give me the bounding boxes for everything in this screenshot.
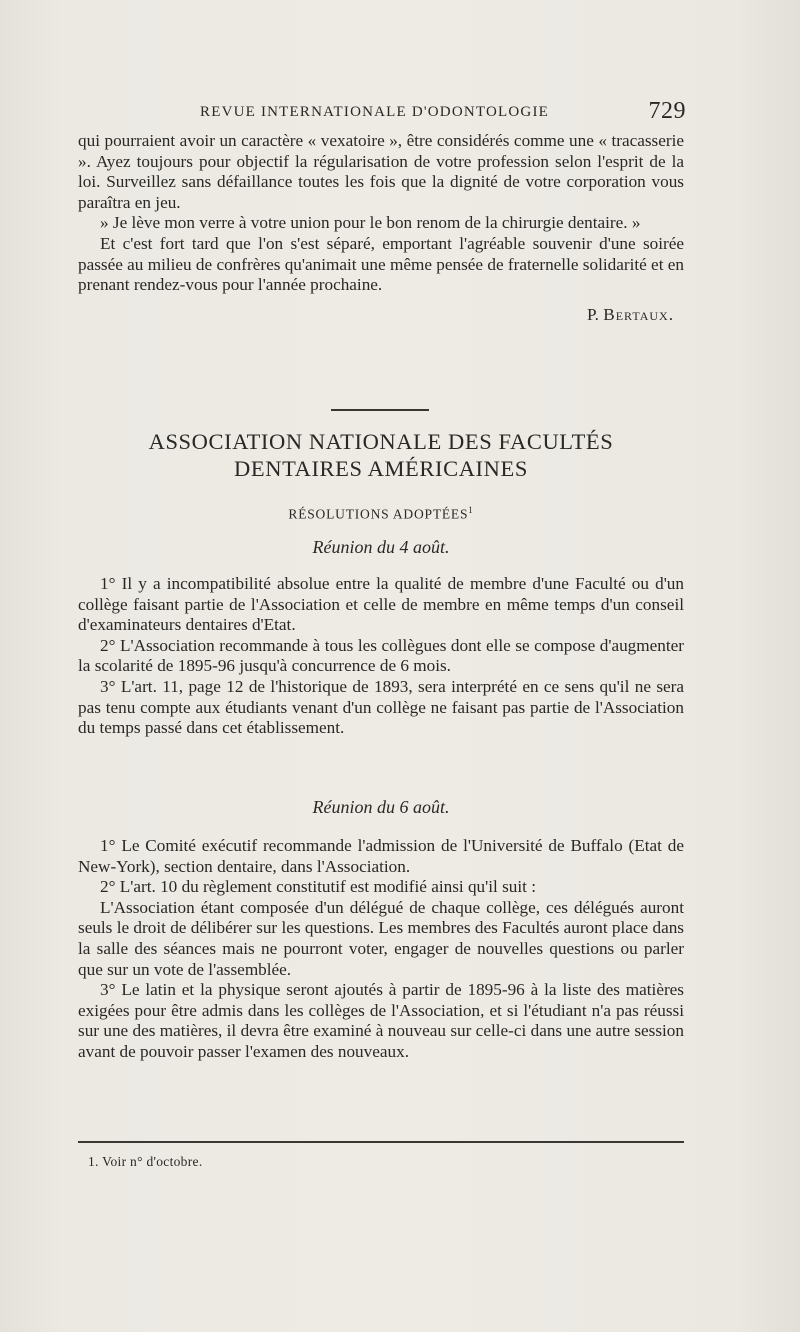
article-title-line-2: DENTAIRES AMÉRICAINES [234, 456, 528, 481]
article-title [78, 428, 684, 482]
intro-section [78, 131, 684, 325]
footnote: 1. Voir n° d'octobre. [88, 1154, 203, 1169]
meeting-1-section [78, 574, 684, 739]
resolution-2-2: 2° L'art. 10 du règlement constitutif est modifié ainsi qu'il suit : [100, 877, 536, 897]
resolution-2-3: 3° Le latin et la physique seront ajoutés à partir de 1895-96 à la liste des matières exigées pour être admis dans les collèges de l'Association, et si l'étudiant n'a pas réussi sur une des matières, il devra être examiné à nouveau sur celle-ci dans une autre session avant de pouvoir passer l'examen des nouveaux. [78, 980, 684, 1061]
meeting-2-section [78, 836, 684, 1063]
running-header [78, 98, 684, 124]
resolution-2-2-text: L'Association étant composée d'un délégué de chaque collège, ces délégués auront seuls le droit de délibérer sur les questions. Les membres des Facultés auront place dans la salle des séances mais ne pourront voter, engager de nouvelles questions ou parler que sur un vote de l'assemblée. [78, 897, 684, 979]
footnote-mark: 1 [468, 505, 474, 515]
article-subtitle [78, 505, 684, 523]
resolution-1-2: 2° L'Association recommande à tous les collègues dont elle se compose d'augmenter la scolarité de 1895-96 jusqu'à concurrence de 6 mois. [78, 635, 684, 676]
intro-paragraph-3: Et c'est fort tard que l'on s'est séparé, emportant l'agréable souvenir d'une soirée passée au milieu de confrères qu'animait une même pensée de fraternelle solidarité et en prenant rendez-vous pour l'année prochaine. [78, 233, 684, 295]
signature-name: Bertaux. [603, 304, 674, 324]
meeting-heading-1: Réunion du 4 août. [312, 537, 450, 557]
page-number: 729 [648, 98, 686, 124]
running-title: REVUE INTERNATIONALE D'ODONTOLOGIE [200, 104, 550, 120]
meeting-heading-2: Réunion du 6 août. [312, 797, 450, 817]
footnote-rule [78, 1141, 684, 1143]
signature [78, 305, 684, 326]
section-divider [331, 409, 429, 411]
article-title-line-1: ASSOCIATION NATIONALE DES FACULTÉS [148, 429, 614, 454]
resolution-2-1: 1° Le Comité exécutif recommande l'admission de l'Université de Buffalo (Etat de New-York), section dentaire, dans l'Association. [78, 836, 684, 876]
signature-initial: P. [587, 304, 599, 324]
intro-paragraph-2: » Je lève mon verre à votre union pour le bon renom de la chirurgie dentaire. » [100, 213, 641, 233]
subtitle-text: RÉSOLUTIONS ADOPTÉES [288, 506, 469, 522]
resolution-1-1: 1° Il y a incompatibilité absolue entre la qualité de membre d'une Faculté ou d'un collège faisant partie de l'Association et celle de membre en même temps d'un conseil d'examinateurs dentaires d'Etat. [78, 574, 684, 635]
intro-paragraph-1: qui pourraient avoir un caractère « vexatoire », être considérés comme une « tracasserie ». Ayez toujours pour objectif la régularisation de votre profession selon l'esprit de la loi. Surveillez sans défaillance toutes les fois que la dignité de votre corporation vous paraîtra en jeu. [78, 131, 684, 212]
resolution-1-3: 3° L'art. 11, page 12 de l'historique de 1893, sera interprété en ce sens qu'il ne sera pas tenu compte aux étudiants venant d'un collège ne faisant pas partie de l'Association du temps passé dans cet établissement. [78, 676, 684, 738]
